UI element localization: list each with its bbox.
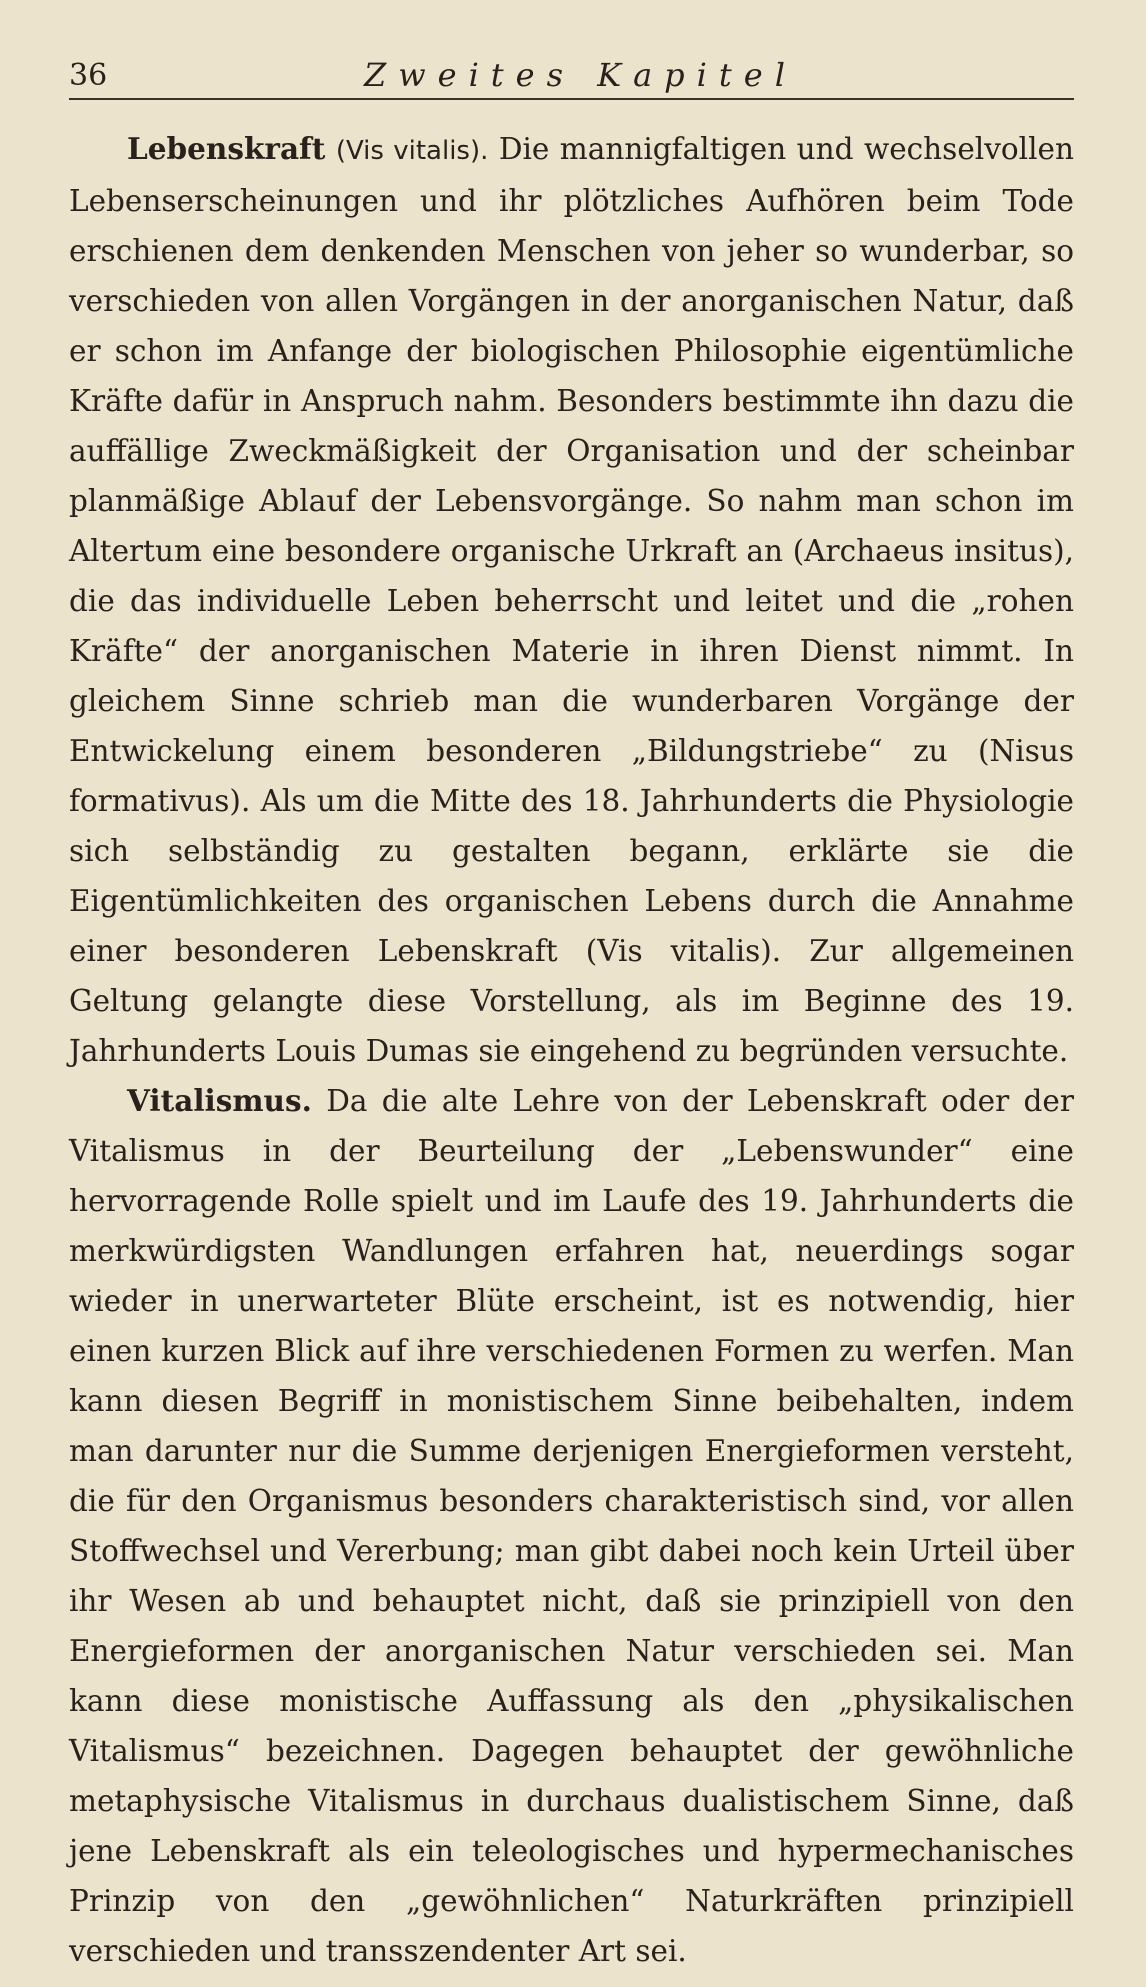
paragraph-text: Da die alte Lehre von der Lebenskraft oder der Vitalismus in der Beurteilung der „Lebenswunder“ eine hervorragende Rolle spielt und im Laufe des 19. Jahrhunderts die merkwürdigsten Wandlungen erfahren hat, neuerdings sogar wieder in unerwarteter Blüte erscheint, ist es notwendig, hier einen kurzen Blick auf ihre verschiedenen Formen zu werfen. Man kann diesen Begriff in monistischem Sinne beibehalten, indem man darunter nur die Summe derjenigen Energieformen versteht, die für den Organismus besonders charakteristisch sind, vor allen Stoffwechsel und Vererbung; man gibt dabei noch kein Urteil über ihr Wesen ab und behauptet nicht, daß sie prinzipiell von den Energieformen der anorganischen Natur verschieden sei. Man kann diese monistische Auffassung als den „physikalischen Vitalismus“ bezeichnen. Dagegen behauptet der gewöhnliche metaphysische Vitalismus in durchaus dualistischem Sinne, daß jene Lebenskraft als ein teleologisches und hypermechanisches Prinzip von den „gewöhnlichen“ Naturkräften prinzipiell verschieden und transszendenter Art sei. bbox=[69, 1084, 1074, 1968]
keyword-vitalismus: Vitalismus. bbox=[127, 1083, 312, 1118]
page-number: 36 bbox=[69, 58, 108, 93]
latin-term: (Vis vitalis). bbox=[335, 136, 489, 166]
keyword-lebenskraft: Lebenskraft bbox=[127, 131, 326, 166]
running-head bbox=[69, 52, 1074, 100]
paragraph-text: Die mannigfaltigen und wechselvollen Lebenserscheinungen und ihr plötzliches Aufhören beim Tode erschienen dem denkenden Menschen von jeher so wunderbar, so verschieden von allen Vorgängen in der anorganischen Natur, daß er schon im Anfange der biologischen Philosophie eigentümliche Kräfte dafür in Anspruch nahm. Besonders bestimmte ihn dazu die auffällige Zweckmäßigkeit der Organisation und der scheinbar planmäßige Ablauf der Lebensvorgänge. So nahm man schon im Altertum eine besondere organische Urkraft an (Archaeus insitus), die das individuelle Leben beherrscht und leitet und die „rohen Kräfte“ der anorganischen Materie in ihren Dienst nimmt. In gleichem Sinne schrieb man die wunderbaren Vorgänge der Entwickelung einem besonderen „Bildungstriebe“ zu (Nisus formativus). Als um die Mitte des 18. Jahrhunderts die Physiologie sich selbständig zu gestalten begann, erklärte sie die Eigentümlichkeiten des organischen Lebens durch die Annahme einer besonderen Lebenskraft (Vis vitalis). Zur allgemeinen Geltung gelangte diese Vorstellung, als im Beginne des 19. Jahrhunderts Louis Dumas sie eingehend zu begründen versuchte. bbox=[69, 132, 1074, 1068]
paragraph-lebenskraft bbox=[69, 124, 1074, 1076]
body-text bbox=[69, 124, 1074, 1976]
paragraph-vitalismus bbox=[69, 1076, 1074, 1976]
running-title: Zweites Kapitel bbox=[364, 56, 797, 94]
